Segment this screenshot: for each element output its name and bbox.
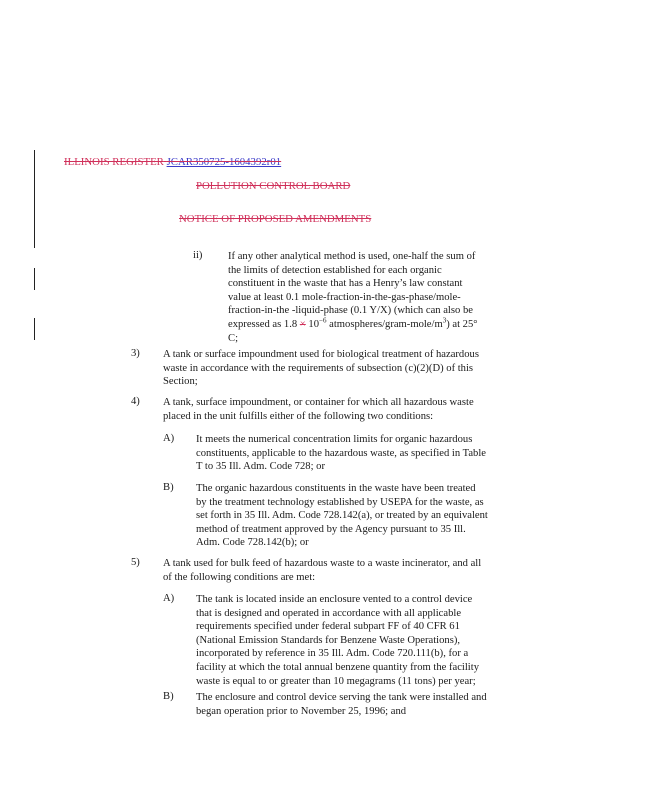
item-marker: ii) (193, 250, 203, 261)
item-4b-text: The organic hazardous constituents in the waste have been treated by the treatment technology established by USEPA for the waste, as set forth in 35 Ill. Adm. Code 728.142(a), or treated by an equivalent method of treatment approved by the Agency pursuant to 35 Ill. Adm. Code 728.142(b); or (196, 483, 488, 549)
board-header: POLLUTION CONTROL BOARD (196, 180, 351, 192)
exponent: 3 (442, 316, 447, 325)
item-ii-text-d: ) at 25° C; (228, 318, 478, 344)
item-marker: 5) (131, 557, 140, 568)
exponent: −6 (319, 316, 327, 325)
item-ii-text-c: atmospheres/gram-mole/m (326, 318, 443, 330)
item-ii-text (228, 250, 486, 345)
register-header (64, 156, 281, 168)
item-4a-text: It meets the numerical concentration limits for organic hazardous constituents, applicable to the hazardous waste, as specified in Table T to 35 Ill. Adm. Code 728; or (196, 434, 487, 473)
item-marker: A) (163, 593, 175, 604)
item-marker: 4) (131, 396, 140, 407)
item-marker: 3) (131, 348, 140, 359)
register-inserted: JCAR350725-1604392r01 (166, 156, 282, 168)
item-ii-text-a: If any other analytical method is used, one-half the sum of the limits of detection established for each organic constituent in the waste that has a Henry’s law constant value at least 0.1 mole-fraction-in-the-gas-phase/mole-fraction-in-the -liquid-phase (0.1 Y/X) (which can also be expressed as 1.8 (228, 251, 476, 330)
item-marker: B) (163, 691, 174, 702)
notice-header: NOTICE OF PROPOSED AMENDMENTS (179, 213, 372, 225)
revision-bar (34, 150, 35, 248)
item-5-text: A tank used for bulk feed of hazardous waste to a waste incinerator, and all of the following conditions are met: (163, 558, 482, 583)
struck-times-sign: × (299, 318, 306, 330)
item-5b-text: The enclosure and control device serving the tank were installed and began operation prior to November 25, 1996; and (196, 692, 487, 717)
revision-bar (34, 268, 35, 290)
revision-bar (34, 318, 35, 340)
item-marker: B) (163, 482, 174, 493)
item-marker: A) (163, 433, 175, 444)
item-3-text: A tank or surface impoundment used for biological treatment of hazardous waste in accordance with the requirements of subsection (c)(2)(D) of this Section; (163, 349, 479, 388)
register-struck: ILLINOIS REGISTER (64, 156, 164, 168)
item-ii-text-b: 10 (305, 318, 320, 330)
item-5a-text: The tank is located inside an enclosure vented to a control device that is designed and operated in accordance with all applicable requirements specified under federal subpart FF of 40 CFR 61 (National Emission Standards for Benzene Waste Operations), incorporated by reference in 35 Ill. Adm. Code 720.111(b), for a facility at which the total annual benzene quantity from the facility waste is equal to or greater than 10 megagrams (11 tons) per year; (196, 594, 479, 687)
item-4-text: A tank, surface impoundment, or container for which all hazardous waste placed in the unit fulfills either of the following two conditions: (163, 397, 474, 422)
